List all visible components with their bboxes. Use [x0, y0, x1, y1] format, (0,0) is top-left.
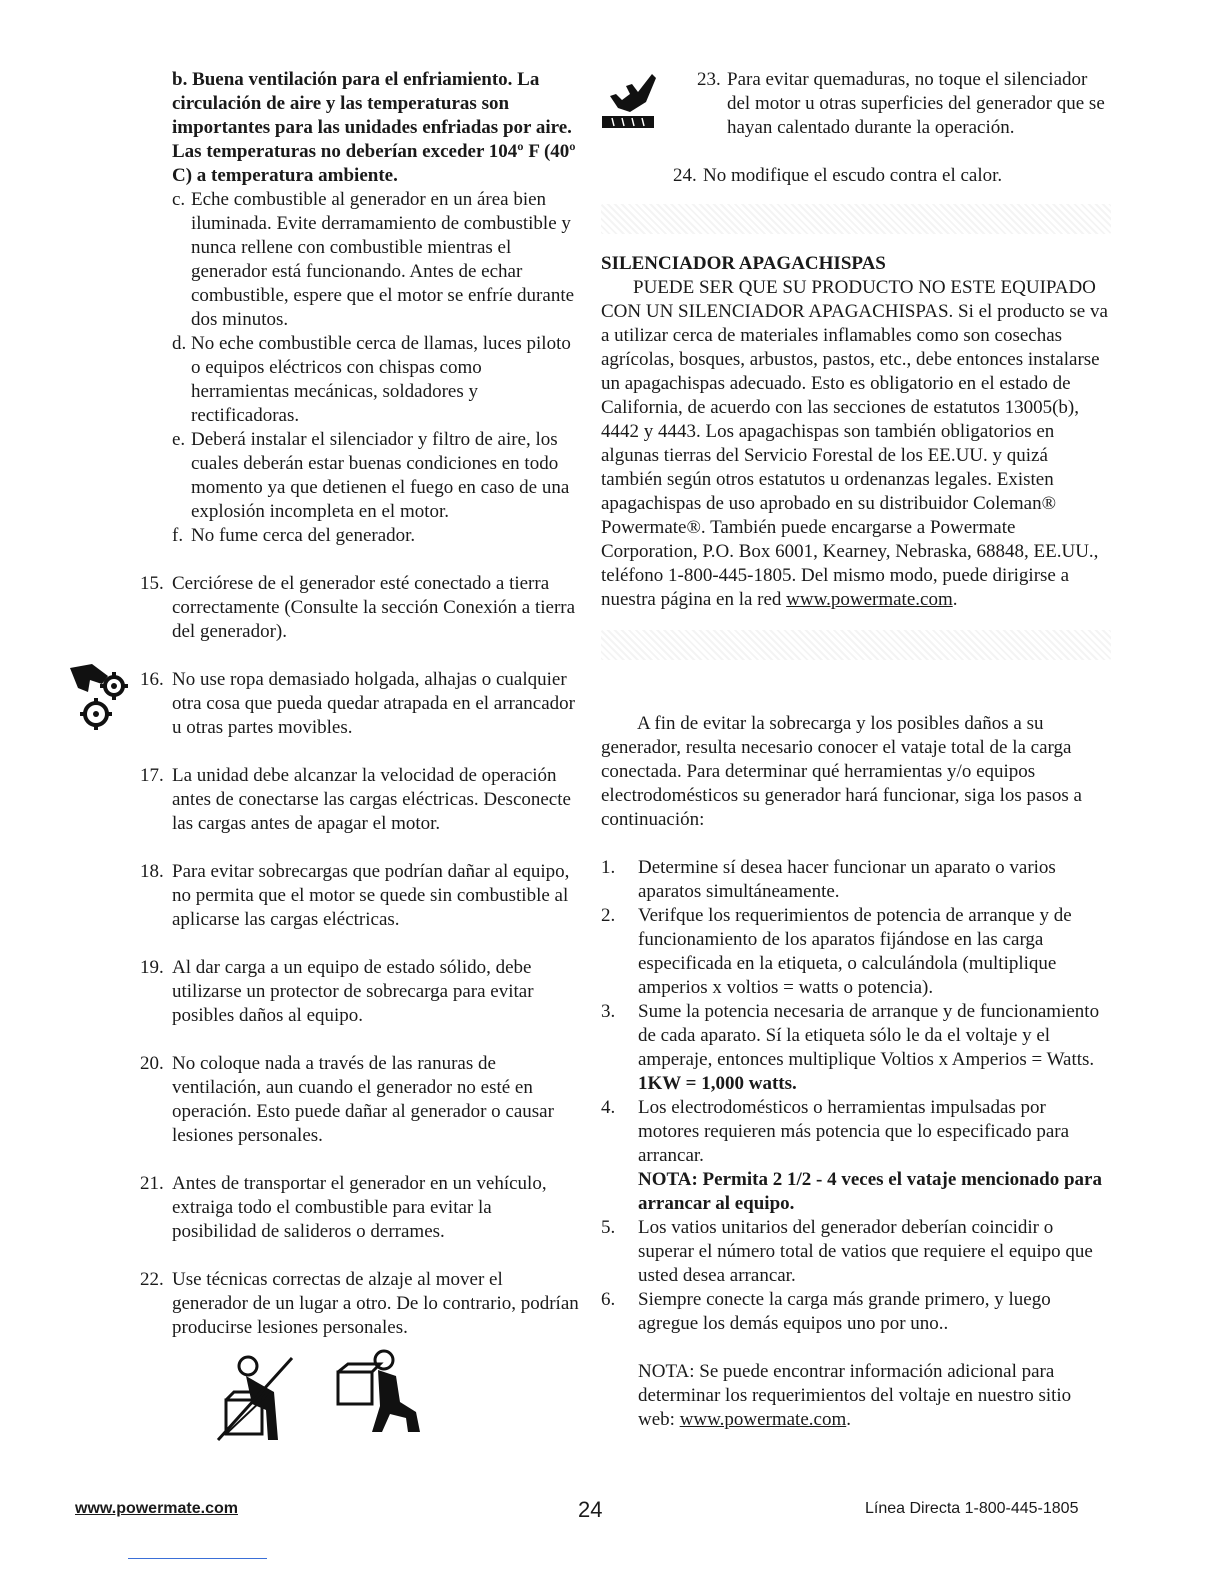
item-18: 18. Para evitar sobrecargas que podrían dañar al equipo, no permita que el motor se quede sin combustible al aplicarse las cargas eléctricas. [140, 861, 570, 930]
additional-info-note: NOTA: Se puede encontrar información adicional para determinar los requerimientos del voltaje en nuestro sitio web: www.powermate.com. [638, 1361, 1072, 1430]
step-3: 3. Sume la potencia necesaria de arranque y de funcionamiento de cada aparato. Sí la etiqueta sólo le da el voltaje y el amperaje, entonces multiplique Voltios x Amperios = Watts. 1KW = 1,000 watts. [601, 1001, 1100, 1094]
item-23: 23. Para evitar quemaduras, no toque el silenciador del motor u otras superficies del generador que se hayan calentado durante la operación. [697, 69, 1105, 138]
website-link-2[interactable]: www.powermate.com [679, 1409, 847, 1430]
section-banner-faded [601, 204, 1111, 234]
item-15: 15. Cerciórese de el generador esté conectado a tierra correctamente (Consulte la sección Conexión a tierra del generador). [140, 573, 576, 642]
footer-website-link[interactable]: www.powermate.com [75, 1500, 238, 1517]
spark-arrester-body: PUEDE SER QUE SU PRODUCTO NO ESTE EQUIPADO CON UN SILENCIADOR APAGACHISPAS. Si el producto se va a utilizar cerca de materiales inflamables como son cosechas agrícolas, bosques, arbustos, pastos, etc., debe entonces instalarse un apagachispas adecuado. Esto es obligatorio en el estado de California, de acuerdo con las secciones de estatutos 13005(b), 4442 y 4443. Los apagachispas son también obligatorios en algunas tierras del Servicio Forestal de los EE.UU. y quizá también según otros estatutos u ordenanzas legales. Existen apagachispas de uso aprobado en su distribuidor Coleman® Powermate®. También puede encargarse a Powermate Corporation, P.O. Box 6001, Kearney, Nebraska, 68848, EE.UU., teléfono 1-800-445-1805. Del mismo modo, puede dirigirse a nuestra página en la red www.powermate.com. [601, 277, 1108, 610]
section-banner-faded-2 [601, 630, 1111, 660]
note-starting-wattage: NOTA: Permita 2 1/2 - 4 veces el vataje mencionado para arrancar al equipo. [638, 1169, 1102, 1214]
correct-lifting-icon [330, 1346, 430, 1438]
divider [128, 1558, 267, 1559]
incorrect-lifting-icon [212, 1352, 302, 1444]
step-6: 6. Siempre conecte la carga más grande primero, y luego agregue los demás equipos uno por uno.. [601, 1289, 1051, 1334]
item-b-ventilation: b. Buena ventilación para el enfriamiento. La circulación de aire y las temperaturas son importantes para las unidades enfriadas por aire. Las temperaturas no deberían exceder 104º F (40º C) a temperatura ambiente. [172, 69, 576, 186]
step-4: 4. Los electrodomésticos o herramientas impulsadas por motores requieren más potencia que lo especificado para arrancar. NOTA: Permita 2 1/2 - 4 veces el vataje mencionado para arrancar al equipo. [601, 1097, 1102, 1214]
item-21: 21. Antes de transportar el generador en un vehículo, extraiga todo el combustible para evitar la posibilidad de salideros o derrames. [140, 1173, 547, 1242]
website-link[interactable]: www.powermate.com [786, 589, 953, 610]
item-19: 19. Al dar carga a un equipo de estado sólido, debe utilizarse un protector de sobrecarga para evitar posibles daños al equipo. [140, 957, 534, 1026]
spark-arrester-heading: SILENCIADOR APAGACHISPAS [601, 253, 886, 274]
footer-hotline: Línea Directa 1-800-445-1805 [865, 1500, 1079, 1517]
subitem-f: f. No fume cerca del generador. [172, 525, 416, 546]
wattage-intro: A fin de evitar la sobrecarga y los posibles daños a su generador, resulta necesario conocer el vataje total de la carga conectada. Para determinar qué herramientas y/o equipos electrodomésticos su generador hará funcionar, siga los pasos a continuación: [601, 713, 1082, 830]
step-5: 5. Los vatios unitarios del generador deberían coincidir o superar el número total de vatios que requiere el equipo que usted desea arrancar. [601, 1217, 1093, 1286]
item-16: 16. No use ropa demasiado holgada, alhajas o cualquier otra cosa que pueda quedar atrapada en el arrancador u otras partes movibles. [140, 669, 575, 738]
page-number: 24 [578, 1497, 603, 1522]
step-1: 1. Determine sí desea hacer funcionar un aparato o varios aparatos simultáneamente. [601, 857, 1056, 902]
entanglement-hazard-icon [68, 662, 138, 734]
item-17: 17. La unidad debe alcanzar la velocidad de operación antes de conectarse las cargas eléctricas. Desconecte las cargas antes de apagar el motor. [140, 765, 571, 834]
subitem-d: d. No eche combustible cerca de llamas, luces piloto o equipos eléctricos con chispas como herramientas mecánicas, soldadores y rectificadoras. [172, 333, 571, 426]
item-24: 24. No modifique el escudo contra el calor. [673, 165, 1003, 186]
right-column [601, 68, 1111, 1432]
hot-surface-hazard-icon [600, 72, 658, 132]
left-column [140, 68, 580, 1340]
item-22: 22. Use técnicas correctas de alzaje al mover el generador de un lugar a otro. De lo contrario, podrían producirse lesiones personales. [140, 1269, 579, 1338]
step-2: 2. Verifque los requerimientos de potencia de arranque y de funcionamiento de los aparatos fijándose en las carga especificada en la etiqueta, o calculándola (multiplique amperios x voltios = watts o potencia). [601, 905, 1072, 998]
subitem-e: e. Deberá instalar el silenciador y filtro de aire, los cuales deberán estar buenas condiciones en todo momento ya que detienen el fuego en caso de una explosión incompleta en el motor. [172, 429, 570, 522]
subitem-c: c. Eche combustible al generador en un área bien iluminada. Evite derramamiento de combustible y nunca rellene con combustible mientras el generador está funcionando. Antes de echar combustible, espere que el motor se enfríe durante dos minutos. [172, 189, 575, 330]
item-20: 20. No coloque nada a través de las ranuras de ventilación, aun cuando el generador no esté en operación. Esto puede dañar al generador o causar lesiones personales. [140, 1053, 554, 1146]
